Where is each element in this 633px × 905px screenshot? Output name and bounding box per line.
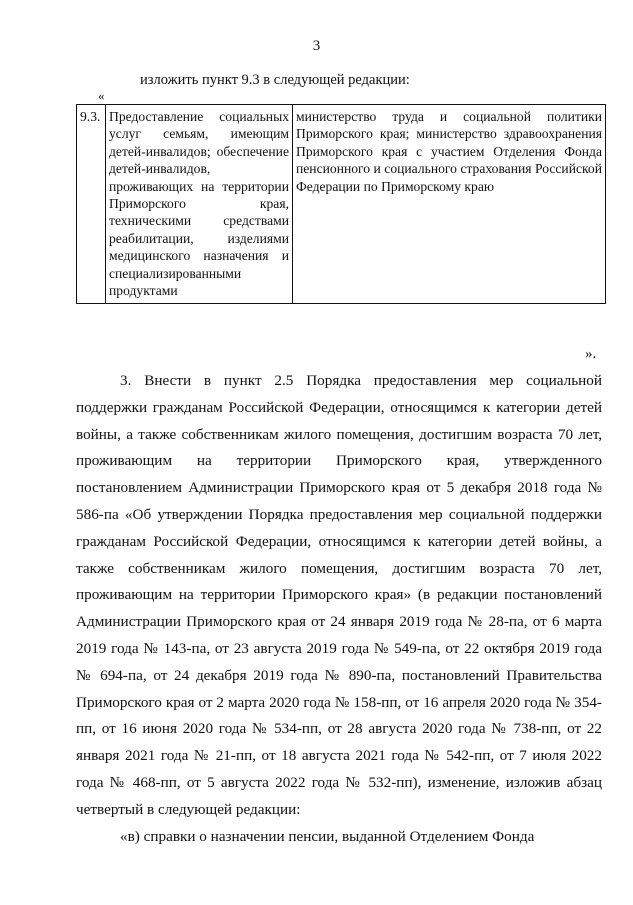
service-description-cell: Предоставление социальных услуг семьям, имеющим детей-инвалидов; обеспечение детей-инвалидов, проживающих на территории Приморского края, техническими средствами реабилитации, изделиями медицинского назначения и специализированными продуктами — [106, 105, 293, 304]
opening-quote: « — [98, 88, 105, 103]
table-row — [77, 105, 606, 304]
page-number: 3 — [312, 38, 321, 54]
document-body — [76, 368, 602, 850]
responsible-bodies-cell: министерство труда и социальной политики Приморского края; министерство здравоохранения Приморского края с участием Отделения Фонда пенсионного и социального страхования Российской Федерации по Приморскому краю — [293, 105, 606, 304]
item-number-cell: 9.3. — [77, 105, 106, 304]
paragraph-b: «в) справки о назначении пенсии, выданной Отделением Фонда — [120, 827, 535, 845]
amended-item-table — [76, 104, 606, 304]
intro-text: изложить пункт 9.3 в следующей редакции: — [140, 72, 410, 88]
paragraph-3: 3. Внести в пункт 2.5 Порядка предоставления мер социальной поддержки гражданам Российской Федерации, относящимся к категории детей войны, а также собственникам жилого помещения, достигшим возраста 70 лет, проживающим на территории Приморского края, утвержденного постановлением Администрации Приморского края от 5 декабря 2018 года № 586-па «Об утверждении Порядка предоставления мер социальной поддержки гражданам Российской Федерации, относящимся к категории детей войны, а также собственникам жилого помещения, достигшим возраста 70 лет, проживающим на территории Приморского края» (в редакции постановлений Администрации Приморского края от 24 января 2019 года № 28-па, от 6 марта 2019 года № 143-па, от 23 августа 2019 года № 549-па, от 22 октября 2019 года № 694-па, от 24 декабря 2019 года № 890-па, постановлений Правительства Приморского края от 2 марта 2020 года № 158-пп, от 16 апреля 2020 года № 354-пп, от 16 июня 2020 года № 534-пп, от 28 августа 2020 года № 738-пп, от 22 января 2021 года № 21-пп, от 18 августа 2021 года № 542-пп, от 7 июля 2022 года № 468-пп, от 5 августа 2022 года № 532-пп), изменение, изложив абзац четвертый в следующей редакции: — [76, 372, 602, 818]
closing-quote: ». — [585, 346, 597, 362]
